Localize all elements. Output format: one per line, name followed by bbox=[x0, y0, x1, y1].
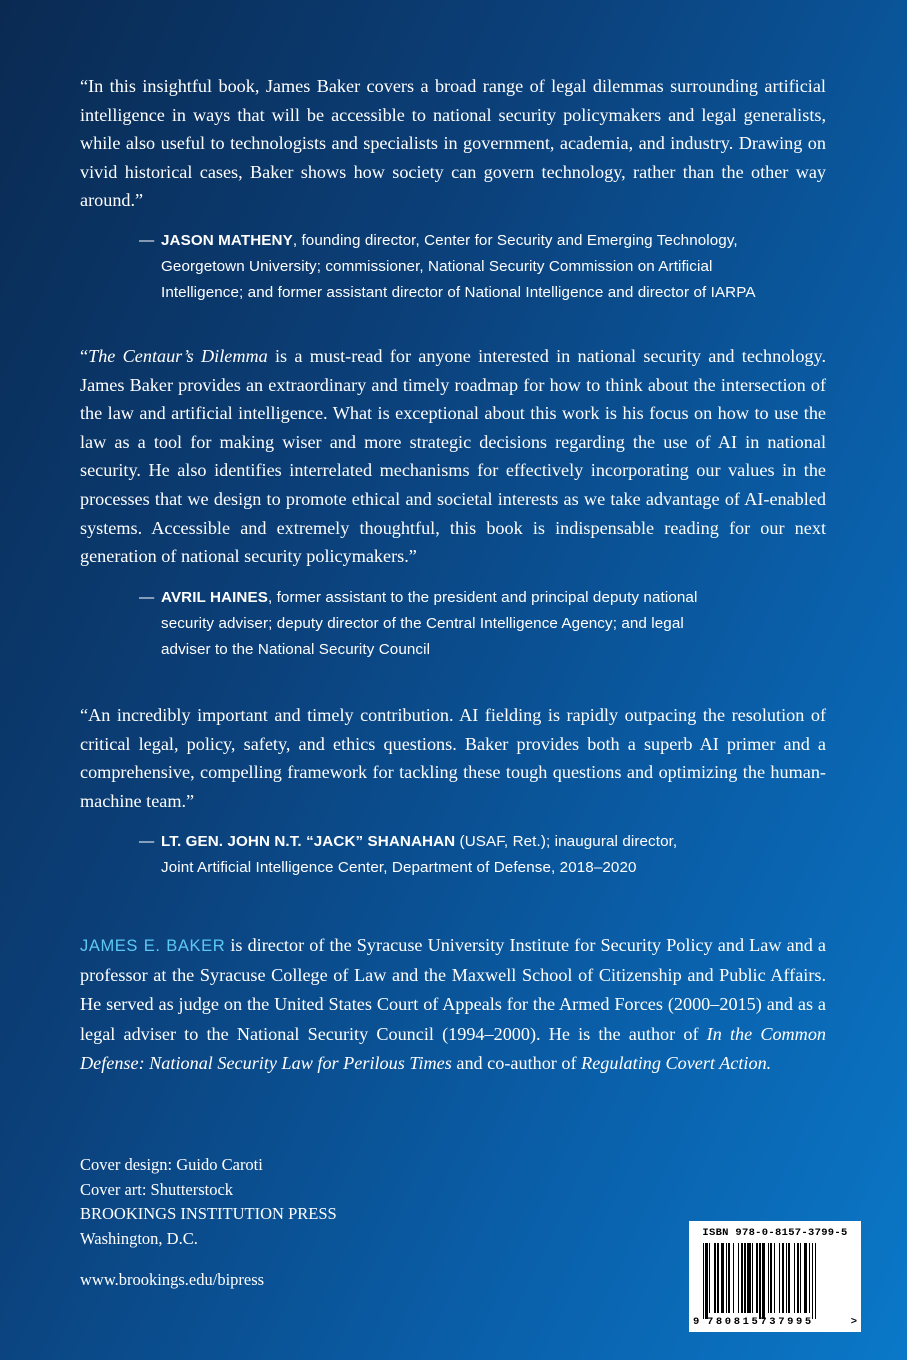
barcode-bar bbox=[756, 1243, 758, 1313]
endorser-title-line-2: Joint Artificial Intelligence Center, Department of Defense, 2018–2020 bbox=[161, 859, 637, 876]
publisher-name: BROOKINGS INSTITUTION PRESS bbox=[80, 1204, 337, 1224]
barcode-first-digit: 9 bbox=[693, 1316, 700, 1328]
cover-credits bbox=[80, 1153, 337, 1251]
barcode-bar bbox=[744, 1243, 746, 1313]
endorsement-attribution-2 bbox=[139, 585, 841, 663]
cover-design-credit: Cover design: Guido Caroti bbox=[80, 1155, 263, 1174]
bio-text-2: and co-author of bbox=[451, 1052, 582, 1073]
endorsement-quote-3 bbox=[80, 701, 826, 815]
barcode-bar bbox=[721, 1243, 724, 1313]
book-title: The Centaur’s Dilemma bbox=[88, 346, 268, 366]
barcode-bar bbox=[782, 1243, 784, 1313]
endorser-title-line-3: adviser to the National Security Council bbox=[161, 641, 431, 658]
barcode-bar bbox=[774, 1243, 775, 1313]
barcode-bar bbox=[815, 1243, 816, 1319]
endorsement-quote-2 bbox=[80, 342, 826, 571]
endorser-title-line-3: Intelligence; and former assistant director of National Intelligence and director of IARPA bbox=[161, 284, 756, 301]
barcode-bar bbox=[709, 1243, 710, 1313]
barcode-digit-string: 780815737995 bbox=[707, 1316, 814, 1328]
book-title-1: In the Common Defense: National Security Law for Perilous Times bbox=[80, 1023, 827, 1073]
endorser-title-line-2: Georgetown University; commissioner, National Security Commission on Artificial bbox=[161, 258, 713, 275]
barcode-bar bbox=[797, 1243, 799, 1313]
quote-text: “In this insightful book, James Baker covers a broad range of legal dilemmas surrounding artificial intelligence in ways that will be accessible to national security policymakers and legal generalists, while also useful to technologists and specialists in government, academia, and industry. Drawing on vivid historical cases, Baker shows how society can govern technology, rather than the other way around.” bbox=[80, 76, 826, 211]
em-dash: — bbox=[139, 589, 155, 606]
barcode-bar bbox=[747, 1243, 750, 1313]
barcode-bar bbox=[738, 1243, 739, 1313]
endorsement-attribution-1 bbox=[139, 228, 841, 306]
author-bio bbox=[80, 931, 826, 1078]
quote-text: is a must-read for anyone interested in national security and technology. James Baker provides an extraordinary and timely roadmap for how to think about the intersection of the law and artificial intelligence. What is exceptional about this work is his focus on how to use the law as a tool for making wiser and more strategic decisions regarding the use of AI in national security. He also identifies interrelated mechanisms for effectively incorporating our values in the processes that we design to promote ethical and societal interests as we take advantage of AI-enabled systems. Accessible and extremely thoughtful, this book is indispensable reading for our next generation of national security policymakers.” bbox=[80, 346, 826, 567]
endorsement-quote-1 bbox=[80, 72, 826, 215]
endorser-name: AVRIL HAINES bbox=[161, 589, 268, 606]
barcode-bar bbox=[800, 1243, 801, 1313]
isbn-label: ISBN 978-0-8157-3799-5 bbox=[702, 1227, 848, 1239]
barcode-end-mark: > bbox=[850, 1316, 857, 1328]
barcode-bars bbox=[703, 1243, 853, 1315]
book-title-2: Regulating Covert Action. bbox=[581, 1052, 772, 1073]
barcode-bar bbox=[812, 1243, 813, 1319]
barcode-bar bbox=[809, 1243, 810, 1313]
barcode-bar bbox=[717, 1243, 718, 1313]
publisher-url: www.brookings.edu/bipress bbox=[80, 1270, 265, 1289]
barcode-bar bbox=[759, 1243, 760, 1319]
bio-text-1: is director of the Syracuse University Institute for Security Policy and Law and a professor at the Syracuse College of Law and the Maxwell School of Citizenship and Public Affairs. He served as judge on the United States Court of Appeals for the Armed Forces (2000–2015) and as a legal adviser to the National Security Council (1994–2000). He is the author of bbox=[80, 935, 826, 1044]
barcode-bar bbox=[804, 1243, 807, 1313]
barcode-bar bbox=[741, 1243, 742, 1313]
endorser-title: , former assistant to the president and principal deputy national bbox=[267, 589, 698, 606]
em-dash: — bbox=[139, 833, 155, 850]
barcode-bar bbox=[794, 1243, 795, 1313]
em-dash: — bbox=[139, 232, 155, 249]
cover-art-credit: Cover art: Shutterstock bbox=[80, 1179, 234, 1199]
endorser-name: JASON MATHENY bbox=[161, 232, 293, 249]
endorser-name: LT. GEN. JOHN N.T. “JACK” SHANAHAN bbox=[161, 833, 456, 850]
isbn-barcode bbox=[689, 1221, 861, 1332]
barcode-bar bbox=[770, 1243, 772, 1313]
endorser-title: , founding director, Center for Security and Emerging Technology, bbox=[292, 232, 738, 249]
barcode-bar bbox=[714, 1243, 716, 1313]
author-name: JAMES E. BAKER bbox=[80, 937, 226, 955]
barcode-bar bbox=[703, 1243, 704, 1319]
endorser-title: (USAF, Ret.); inaugural director, bbox=[455, 833, 678, 850]
endorser-title-line-2: security adviser; deputy director of the Central Intelligence Agency; and legal bbox=[161, 615, 684, 632]
endorsement-attribution-3 bbox=[139, 829, 841, 881]
barcode-bar bbox=[762, 1243, 765, 1319]
barcode-bar bbox=[726, 1243, 727, 1313]
barcode-bar bbox=[752, 1243, 753, 1313]
barcode-bar bbox=[786, 1243, 787, 1313]
barcode-bar bbox=[728, 1243, 730, 1313]
barcode-bar bbox=[779, 1243, 780, 1313]
barcode-bar bbox=[788, 1243, 790, 1313]
open-quote: “ bbox=[80, 346, 89, 366]
barcode-bar bbox=[768, 1243, 769, 1313]
barcode-bar bbox=[705, 1243, 707, 1319]
barcode-bar bbox=[733, 1243, 734, 1313]
publisher-location: Washington, D.C. bbox=[80, 1228, 198, 1248]
quote-text: “An incredibly important and timely contribution. AI fielding is rapidly outpacing the resolution of critical legal, policy, safety, and ethics questions. Baker provides both a superb AI primer and a comprehensive, compelling framework for tackling these tough questions and optimizing the human-machine team.” bbox=[80, 705, 826, 811]
